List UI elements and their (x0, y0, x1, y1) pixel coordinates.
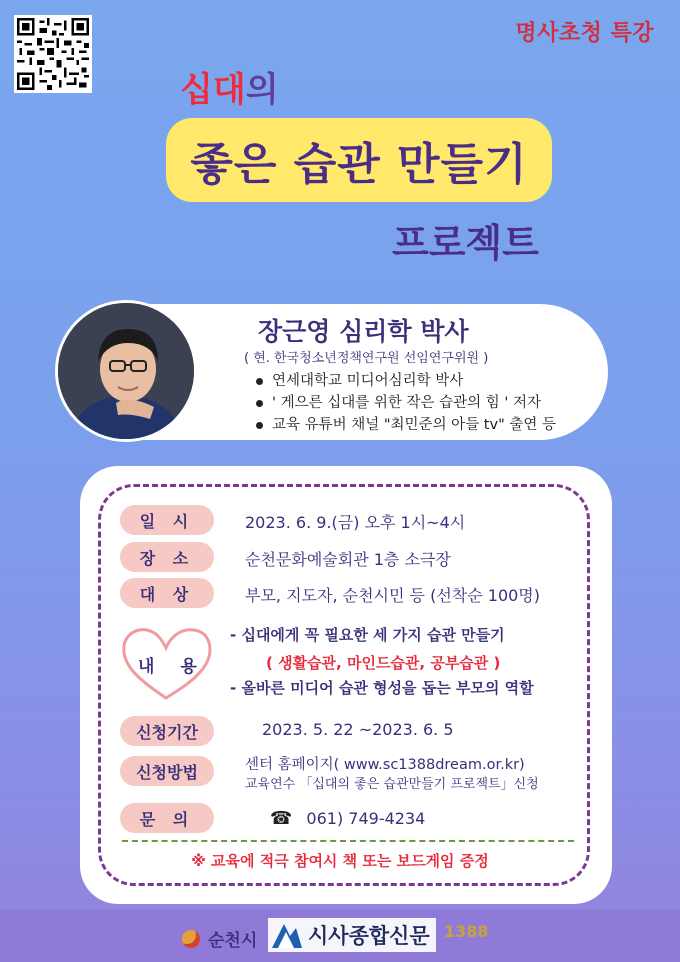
place-value: 순천문화예술회관 1층 소극장 (245, 550, 451, 569)
content-label: 내 용 (138, 657, 207, 677)
title-top-red: 십대 (180, 70, 246, 110)
target-label: 대 상 (120, 578, 214, 608)
newspaper-logo-icon (270, 920, 304, 950)
speaker-credentials (256, 370, 556, 436)
qr-code (14, 15, 92, 93)
credential-item: ' 게으른 십대를 위한 작은 습관의 힘 ' 저자 (256, 392, 556, 414)
place-label: 장 소 (120, 542, 214, 572)
footer-org-name: 순천시 (208, 931, 258, 951)
contact-label: 문 의 (120, 803, 214, 833)
title-sub: 프로젝트 (392, 221, 539, 265)
method-label: 신청방법 (120, 756, 214, 786)
speaker-photo (58, 303, 194, 439)
title-top-purple: 의 (245, 70, 279, 110)
date-value: 2023. 6. 9.(금) 오후 1시~4시 (245, 513, 466, 532)
participation-note: ※ 교육에 적극 참여시 책 또는 보드게임 증정 (191, 852, 489, 870)
period-label: 신청기간 (120, 716, 214, 746)
contact-value: 061) 749-4234 (306, 809, 426, 828)
special-lecture-badge: 명사초청 특강 (515, 21, 654, 46)
city-logo-icon (182, 930, 200, 948)
credential-item: 교육 유튜버 채널 "최민준의 아들 tv" 출연 등 (256, 414, 556, 436)
credential-item: 연세대학교 미디어심리학 박사 (256, 370, 556, 392)
target-value: 부모, 지도자, 순천시민 등 (선착순 100명) (245, 586, 541, 605)
title-top (180, 62, 279, 111)
footer-right-logo: 1388 (444, 922, 489, 941)
method-line-2: 교육연수 「십대의 좋은 습관만들기 프로젝트」신청 (245, 777, 539, 792)
content-line-2: ( 생활습관, 마인드습관, 공부습관 ) (266, 654, 501, 672)
content-line-1: - 십대에게 꼭 필요한 세 가지 습관 만들기 (230, 626, 505, 644)
divider (122, 840, 574, 842)
date-label: 일 시 (120, 505, 214, 535)
contact-row (270, 808, 425, 829)
footer-org (182, 926, 257, 951)
watermark-text: 시사종합신문 (308, 924, 430, 948)
method-line-1: 센터 홈페이지( www.sc1388dream.or.kr) (245, 757, 525, 773)
speaker-name: 장근영 심리학 박사 (258, 317, 469, 346)
content-line-3: - 올바른 미디어 습관 형성을 돕는 부모의 역할 (230, 679, 534, 697)
title-main: 좋은 습관 만들기 (166, 118, 552, 202)
watermark (268, 918, 436, 952)
phone-icon: ☎ (270, 808, 293, 829)
speaker-role: ( 현. 한국청소년정책연구원 선임연구위원 ) (244, 351, 489, 366)
qr-code-icon (17, 18, 89, 90)
period-value: 2023. 5. 22 ~2023. 6. 5 (262, 720, 454, 739)
